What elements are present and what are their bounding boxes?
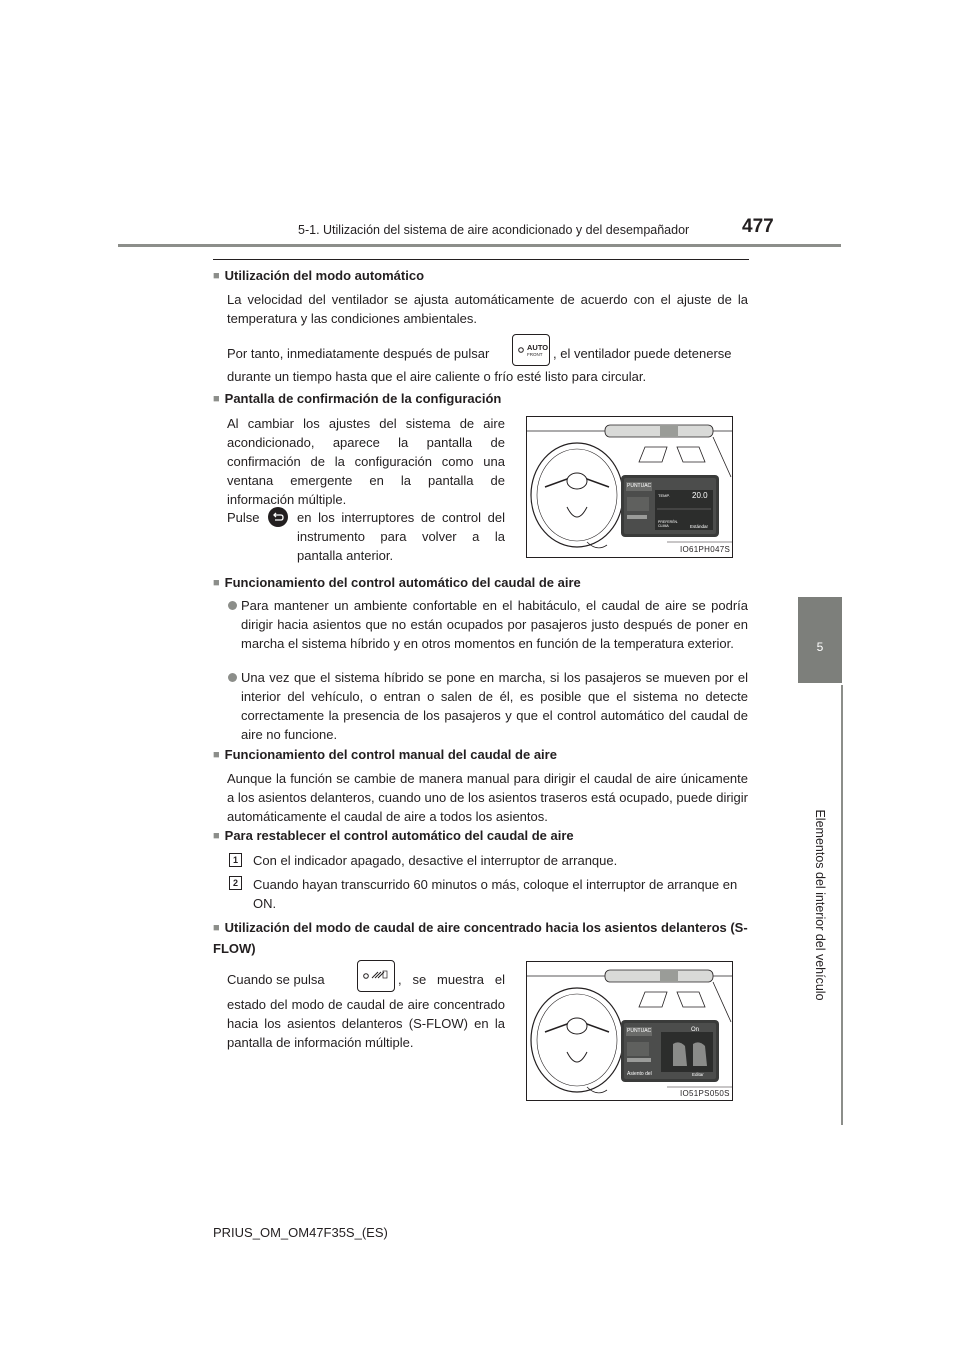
chapter-title: 5-1. Utilización del sistema de aire acondicionado y del desempañador <box>298 223 690 237</box>
sflow-para-start: Cuando se pulsa <box>227 972 325 987</box>
bullet-dot-2 <box>228 673 237 682</box>
heading-reset-auto: ■ Para restablecer el control automático del caudal de aire <box>213 828 574 843</box>
section-top-rule <box>213 259 749 260</box>
sflow-para-rest: estado del modo de caudal de aire concentrado hacia los asientos delanteros (S-FLOW) en la pantalla de información múltiple. <box>227 997 505 1050</box>
step-1-number: 1 <box>229 853 242 867</box>
heading-auto-airflow: ■ Funcionamiento del control automático del caudal de aire <box>213 575 581 590</box>
fig2-seat-label: Asiento del <box>627 1071 652 1077</box>
step-2-text: Cuando hayan transcurrido 60 minutos o más, coloque el interruptor de arranque en ON. <box>253 877 738 911</box>
fig1-pref-value: Estándar <box>690 524 709 529</box>
heading-sflow: ■ Utilización del modo de caudal de aire concentrado hacia los asientos delanteros (S-FLOW) <box>213 918 753 958</box>
fig1-temp-label: TEMP. <box>658 493 670 498</box>
auto-key-icon <box>512 334 550 366</box>
auto-mode-para1: La velocidad del ventilador se ajusta automáticamente de acuerdo con el ajuste de la temperatura y las condiciones ambientales. <box>227 292 748 326</box>
confirm-para1: Al cambiar los ajustes del sistema de aire acondicionado, aparece la pantalla de confirmación de la configuración como una ventana emergente en la pantalla de información múltiple. <box>227 416 505 507</box>
confirm-para2-end: en los interruptores de control del instrumento para volver a la pantalla anterior. <box>297 510 505 563</box>
auto-mode-para2-start: Por tanto, inmediatamente después de pulsar <box>227 346 490 361</box>
heading-manual-airflow: ■ Funcionamiento del control manual del caudal de aire <box>213 747 557 762</box>
auto-mode-para2-end: , el ventilador puede detenerse <box>553 346 732 361</box>
dashboard-illustration-1 <box>526 416 733 558</box>
manual-airflow-para: Aunque la función se cambie de manera manual para dirigir el caudal de aire únicamente a los asientos delanteros, cuando uno de los asientos traseros está ocupado, puede dirigir automáticamente el caudal de aire a todos los asientos. <box>227 771 748 824</box>
chapter-tab-number: 5 <box>816 640 824 654</box>
s-flow-key-icon <box>357 960 395 992</box>
auto-key-sublabel: FRONT <box>527 352 543 357</box>
header-rule <box>118 244 841 247</box>
fig2-edit-label: Editar <box>692 1072 704 1077</box>
fig1-temp-value: 20.0 <box>692 491 708 500</box>
fig1-code: IO61PH047S <box>680 545 731 554</box>
bullet-dot-1 <box>228 601 237 610</box>
footer-doc-id: PRIUS_OM_OM47F35S_(ES) <box>213 1225 388 1240</box>
auto-airflow-bullet2: Una vez que el sistema híbrido se pone en marcha, si los pasajeros se mueven por el interior del vehículo, o entran o salen de él, es posible que el sistema no detecte correctamente la presencia de los pasajeros y que el control automático del caudal de aire no funcione. <box>241 670 748 742</box>
fig2-code: IO51PS050S <box>680 1089 730 1098</box>
page-number: 477 <box>742 216 774 237</box>
side-rule <box>841 685 843 1125</box>
auto-mode-para2-line2: durante un tiempo hasta que el aire caliente o frío esté listo para circular. <box>227 369 647 384</box>
step-2-number: 2 <box>229 876 242 890</box>
confirm-para2-start: Pulse <box>227 510 260 525</box>
fig2-screen-tab: PUNTUAC <box>627 1028 652 1034</box>
heading-confirm-screen: ■ Pantalla de confirmación de la configuración <box>213 391 501 406</box>
fig1-pref-label: PREFERÉN. CLIMA <box>658 520 679 528</box>
auto-key-label: AUTO <box>527 343 549 352</box>
sflow-para-end: , se muestra el <box>398 972 505 987</box>
step-1-text: Con el indicador apagado, desactive el interruptor de arranque. <box>253 853 618 868</box>
dashboard-illustration-2 <box>526 961 733 1101</box>
side-chapter-title: Elementos del interior del vehículo <box>813 809 827 1001</box>
fig2-status: On <box>691 1027 700 1033</box>
fig1-screen-tab: PUNTUAC <box>627 483 652 489</box>
heading-auto-mode: ■ Utilización del modo automático <box>213 268 424 283</box>
back-arrow-icon <box>268 507 288 527</box>
s-flow-icon <box>358 961 394 991</box>
auto-airflow-bullet1: Para mantener un ambiente confortable en el habitáculo, el caudal de aire se podría dirigir hacia asientos que no están ocupados por pasajeros justo después de poner en marcha el sistema híbrido y en otros momentos en función de la temperatura exterior. <box>241 598 748 651</box>
